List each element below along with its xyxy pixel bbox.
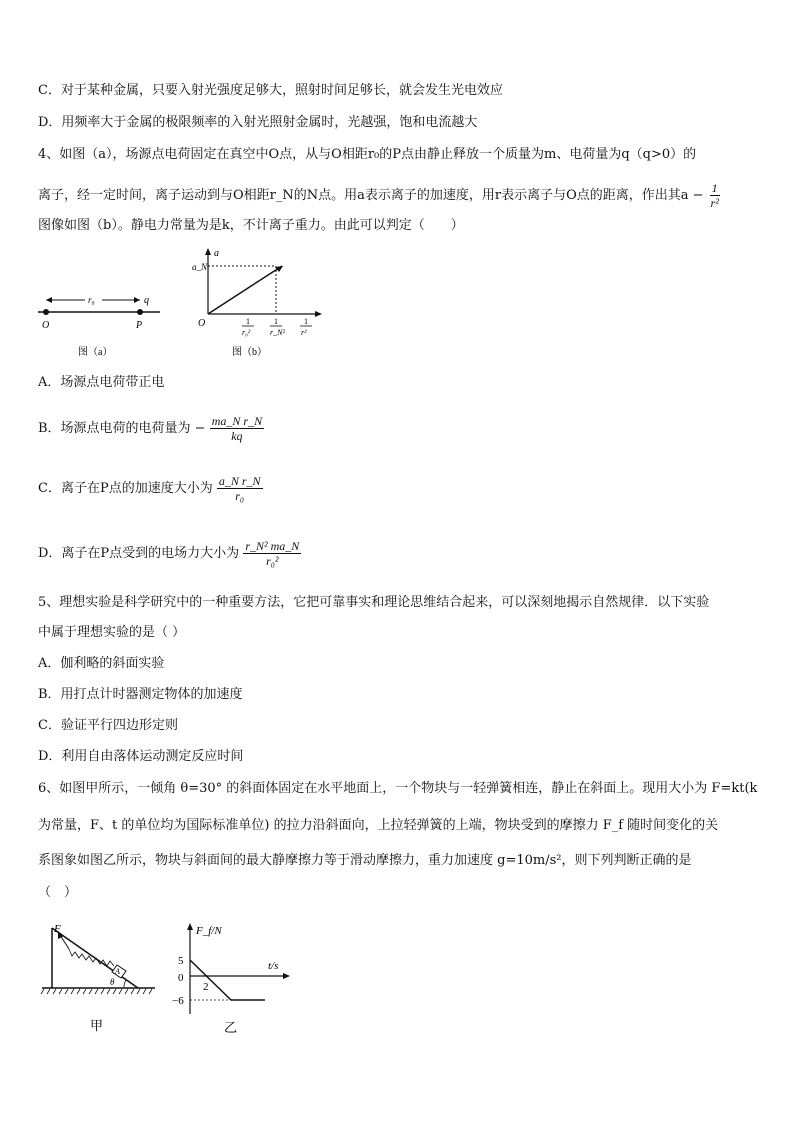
q4-option-d-den: r₀² — [266, 554, 279, 568]
q3-option-c: C．对于某种金属，只要入射光强度足够大，照射时间足够长，就会发生光电效应 — [38, 83, 503, 98]
q6-stem-line2: 为常量，F、t 的单位均为国际标准单位) 的拉力沿斜面向，上拉轻弹簧的上端，物块受到的摩擦力 F_f 随时间变化的关 — [38, 818, 719, 833]
fig-b-an-label: a_N — [192, 262, 208, 272]
q4-option-d — [38, 539, 301, 568]
q4-option-b-num: ma_N r_N — [211, 414, 263, 428]
fig-a-r0-label: r₀ — [88, 295, 95, 305]
fig-jia-theta-label: θ — [110, 977, 115, 987]
q4-option-d-num: r_N² ma_N — [245, 539, 300, 553]
fig-b-caption: 图（b） — [232, 347, 267, 358]
q5-option-d: D．利用自由落体运动测定反应时间 — [38, 749, 244, 764]
fig-b-x1-num: 1 — [246, 317, 250, 326]
q5-option-c: C．验证平行四边形定则 — [38, 718, 178, 733]
q4-option-b — [38, 414, 264, 443]
q4-stem-fraction-num: 1 — [711, 181, 718, 195]
fig-jia-caption: 甲 — [90, 1018, 104, 1033]
fig-b-x2-num: 1 — [274, 317, 278, 326]
fig-b-a-label: a — [214, 248, 219, 259]
q5-option-b: B．用打点计时器测定物体的加速度 — [38, 687, 243, 702]
fig-a-o-label: O — [42, 320, 50, 331]
fig-b-x3-den: r² — [301, 328, 307, 337]
q6-figure-yi — [170, 914, 300, 1040]
q4-option-d-text: D．离子在P点受到的电场力大小为 — [38, 546, 240, 561]
fig-b-x3-num: 1 — [304, 317, 308, 326]
fig-b-o-label: O — [198, 318, 206, 329]
q4-option-c — [38, 474, 263, 503]
fig-b-x2-den: r_N² — [270, 328, 285, 337]
fig-yi-tick-0: 0 — [178, 972, 184, 984]
fig-a-p-label: P — [136, 320, 143, 331]
q5-stem-line1: 5、理想实验是科学研究中的一种重要方法，它把可靠事实和理论思维结合起来，可以深刻地揭示自然规律．以下实验 — [38, 595, 710, 610]
q6-stem-line3: 系图象如图乙所示，物块与斜面间的最大静摩擦力等于滑动摩擦力，重力加速度 g=10m/s²，则下列判断正确的是 — [38, 853, 692, 868]
q4-option-c-fraction — [217, 474, 263, 503]
q4-option-b-text: B．场源点电荷的电荷量为 − — [38, 421, 206, 436]
fig-b-x1-den: r₀² — [242, 328, 251, 337]
q4-stem-line1: 4、如图（a），场源点电荷固定在真空中O点，从与O相距r₀的P点由静止释放一个质量为m、电荷量为q（q>0）的 — [38, 147, 697, 162]
q6-figure-jia — [40, 918, 160, 1040]
fig-yi-caption: 乙 — [224, 1020, 238, 1035]
q4-stem-fraction — [710, 181, 720, 210]
fig-yi-xaxis-label: t/s — [268, 960, 279, 972]
q4-stem-line2 — [38, 181, 720, 210]
q4-option-c-text: C．离子在P点的加速度大小为 — [38, 481, 213, 496]
fig-yi-tick-2: 2 — [203, 981, 209, 993]
fig-jia-f-label: F — [54, 923, 61, 935]
q4-option-a: A．场源点电荷带正电 — [38, 375, 165, 390]
q4-option-d-fraction — [243, 539, 301, 568]
fig-yi-tick-neg6: −6 — [172, 995, 184, 1007]
q4-figure-b — [190, 244, 330, 362]
q4-stem-line3: 图像如图（b）。静电力常量为是k，不计离子重力。由此可以判定（ ） — [38, 218, 464, 233]
q6-stem-line1: 6、如图甲所示，一倾角 θ=30° 的斜面体固定在水平地面上，一个物块与一轻弹簧相连，静止在斜面上。现用大小为 F=kt(k — [38, 781, 758, 796]
q4-stem-line2-text: 离子，经一定时间，离子运动到与O相距r_N的N点。用a表示离子的加速度，用r表示离子与O点的距离，作出其a − — [38, 188, 704, 203]
q3-option-d: D．用频率大于金属的极限频率的入射光照射金属时，光越强，饱和电流越大 — [38, 115, 478, 130]
fig-a-q-label: q — [144, 295, 149, 306]
q4-option-b-den: kq — [231, 429, 243, 443]
q5-stem-line2: 中属于理想实验的是（ ） — [38, 625, 186, 640]
q4-option-b-fraction — [210, 414, 264, 443]
q5-option-a: A．伽利略的斜面实验 — [38, 656, 165, 671]
q4-option-c-den: r₀ — [235, 489, 245, 503]
q4-figure-a — [30, 282, 170, 362]
q6-stem-line4: （ ） — [38, 885, 78, 900]
fig-jia-block-label: A — [115, 967, 120, 976]
fig-yi-yaxis-label: F_f/N — [196, 925, 222, 937]
fig-yi-tick-5: 5 — [178, 955, 184, 967]
fig-a-caption: 图（a） — [78, 347, 113, 358]
q4-option-c-num: a_N r_N — [218, 474, 261, 488]
q4-stem-fraction-den: r² — [710, 196, 719, 210]
